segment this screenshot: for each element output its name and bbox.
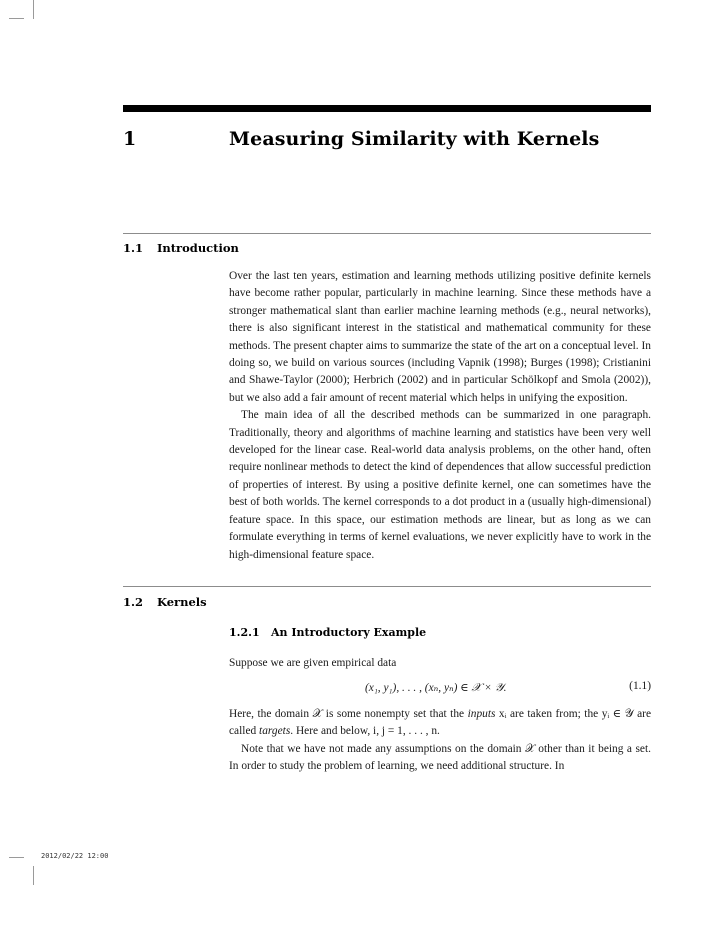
chapter-rule [123,105,651,112]
crop-mark [9,18,24,19]
subsection-number: 1.2.1 [229,626,260,639]
paragraph: Note that we have not made any assumptions on the domain 𝒳 other than it being a set. In order to study the problem of learning, we need additional structure. In [229,742,651,773]
chapter-title: Measuring Similarity with Kernels [229,128,600,150]
equation-formula: (x₁, y₁), . . . , (xₙ, yₙ) ∈ 𝒳 × 𝒴. [365,682,507,694]
lead-sentence [229,655,651,672]
crop-mark [9,857,24,858]
section-number: 1.2 [123,595,144,609]
introduction-body [229,268,651,564]
section-title: Introduction [157,241,239,255]
section-heading-kernels [123,595,207,609]
crop-mark [33,866,34,885]
section-number: 1.1 [123,241,144,255]
subsection-heading-introductory-example [229,626,426,639]
section-rule [123,586,651,587]
print-timestamp: 2012/02/22 12:00 [41,852,109,860]
text-run: xᵢ are taken from; the yᵢ ∈ 𝒴 are called [229,708,651,738]
section-rule [123,233,651,234]
text-run: Here, the domain 𝒳 is some nonempty set that the [229,708,468,720]
kernels-body [229,706,651,776]
section-title: Kernels [157,595,207,609]
text-run: . Here and below, i, j = 1, . . . , n. [290,725,440,738]
emphasis-inputs: inputs [467,708,496,720]
paragraph: Over the last ten years, estimation and learning methods utilizing positive definite kernels have become rather popular, particularly in machine learning. Since these methods have a stronger mathematical slant than earlier machine learning methods (e.g., neural networks), there is also significant interest in the statistical and mathematical community for these methods. The present chapter aims to summarize the state of the art on a conceptual level. In doing so, we build on various sources (including Vapnik (1998); Burges (1998); Cristianini and Shawe-Taylor (2000); Herbrich (2002) and in particular Schölkopf and Smola (2002)), but we also add a fair amount of recent material which helps in unifying the exposition. [229,270,651,404]
equation-1-1 [229,680,651,698]
crop-mark [33,0,34,19]
section-heading-introduction [123,241,239,255]
emphasis-targets: targets [259,725,291,738]
equation-number: (1.1) [629,680,651,692]
paragraph: The main idea of all the described methods can be summarized in one paragraph. Traditionally, theory and algorithms of machine learning and statistics have been very well developed for the linear case. Real-world data analysis problems, on the other hand, often require nonlinear methods to detect the kind of dependences that allow successful prediction of properties of interest. By using a positive definite kernel, one can sometimes have the best of both worlds. The kernel corresponds to a dot product in a (usually high-dimensional) feature space. In this space, our estimation methods are linear, but as long as we can formulate everything in terms of kernel evaluations, we never explicitly have to work in the high-dimensional feature space. [229,409,651,561]
subsection-title: An Introductory Example [271,626,427,639]
chapter-number: 1 [123,128,137,150]
paragraph: Suppose we are given empirical data [229,657,397,669]
paragraph [229,706,651,741]
